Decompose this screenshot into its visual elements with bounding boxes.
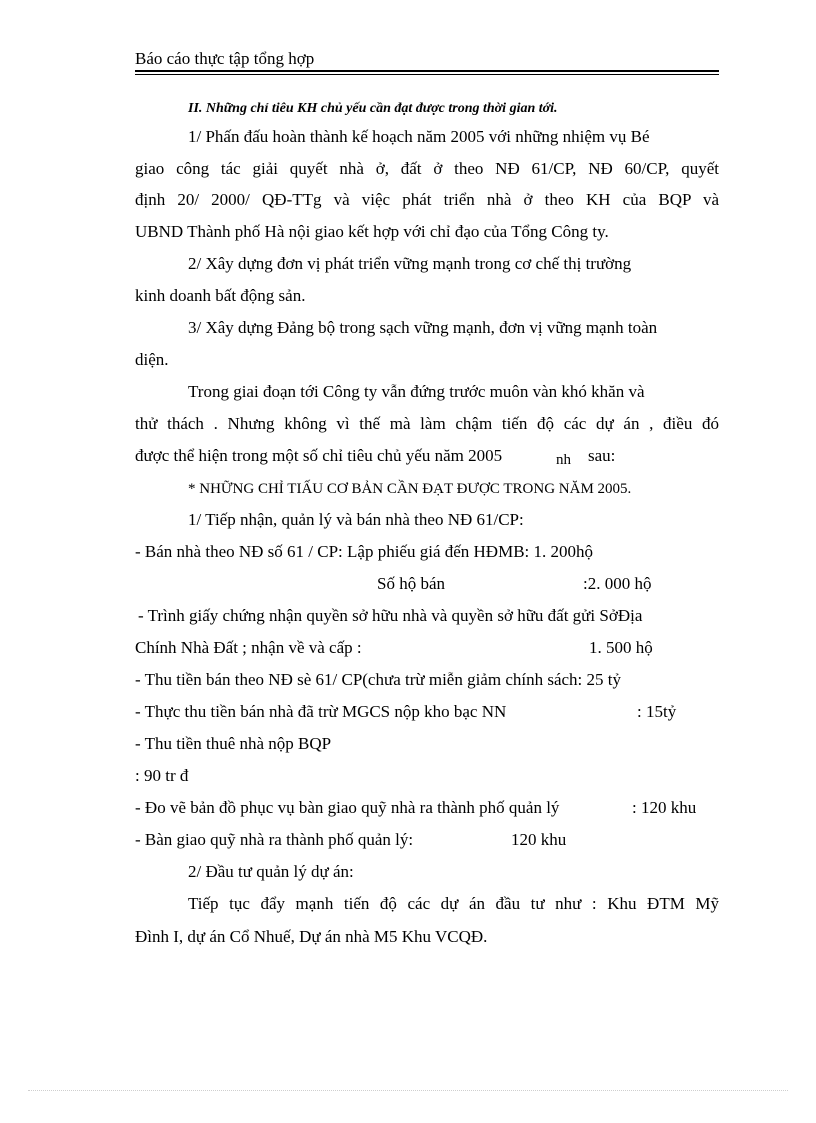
p1-line-3: định 20/ 2000/ QĐ-TTg và việc phát triển nhà ở theo KH của BQP và [135, 190, 719, 209]
bullet-sale-sub-value: :2. 000 hộ [583, 574, 652, 593]
p4-subscript: nh [556, 452, 571, 468]
p1-line-4: UBND Thành phố Hà nội giao kết hợp với chỉ đạo của Tổng Công ty. [135, 222, 609, 241]
p3-line-2: diện. [135, 350, 169, 369]
bullet-certificates-value: 1. 500 hộ [589, 638, 653, 657]
p1-line-1: 1/ Phấn đấu hoàn thành kế hoạch năm 2005 với những nhiệm vụ Bé [188, 127, 650, 146]
section-heading: II. Những chỉ tiêu KH chủ yếu cần đạt được trong thời gian tới. [188, 101, 558, 116]
page-header [135, 48, 719, 70]
bullet-actual-revenue-value: : 15tỷ [637, 702, 677, 721]
bullet-rent: - Thu tiền thuê nhà nộp BQP [135, 734, 332, 753]
p3-line-1: 3/ Xây dựng Đảng bộ trong sạch vững mạnh, đơn vị vững mạnh toàn [188, 318, 658, 337]
bullet-rent-value: : 90 tr đ [135, 766, 189, 785]
p1-line-2: giao công tác giải quyết nhà ở, đất ở theo NĐ 61/CP, NĐ 60/CP, quyết [135, 159, 719, 178]
bullet-sale: - Bán nhà theo NĐ số 61 / CP: Lập phiếu giá đến HĐMB: 1. 200hộ [135, 542, 594, 561]
item2-heading: 2/ Đầu tư quản lý dự án: [188, 862, 354, 881]
header-rule-thin [135, 74, 719, 75]
header-title: Báo cáo thực tập tổng hợp [135, 49, 315, 68]
p4-line-3-end: sau: [588, 446, 616, 465]
item1-heading: 1/ Tiếp nhận, quản lý và bán nhà theo NĐ 61/CP: [188, 510, 524, 529]
bullet-mapping-value: : 120 khu [632, 798, 697, 817]
bullet-actual-revenue-label: - Thực thu tiền bán nhà đã trừ MGCS nộp kho bạc NN [135, 702, 507, 721]
p2-line-1: 2/ Xây dựng đơn vị phát triển vững mạnh trong cơ chế thị trường [188, 254, 632, 273]
bullet-revenue: - Thu tiền bán theo NĐ sè 61/ CP(chưa trừ miễn giảm chính sách: 25 tỷ [135, 670, 621, 689]
bullet-sale-sub-label: Số hộ bán [377, 574, 445, 593]
p4-line-3: được thể hiện trong một số chỉ tiêu chủ yếu năm 2005 [135, 446, 503, 465]
bullet-certificates-line-1: - Trình giấy chứng nhận quyền sở hữu nhà và quyền sở hữu đất gửi SởĐịa [138, 606, 643, 625]
p5-line-2: Đình I, dự án Cổ Nhuế, Dự án nhà M5 Khu VCQĐ. [135, 927, 488, 946]
p2-line-2: kinh doanh bất động sản. [135, 286, 306, 305]
bullet-handover-label: - Bàn giao quỹ nhà ra thành phố quản lý: [135, 830, 414, 849]
p5-line-1: Tiếp tục đẩy mạnh tiến độ các dự án đầu tư như : Khu ĐTM Mỹ [188, 894, 719, 913]
bullet-certificates-line-2: Chính Nhà Đất ; nhận về và cấp : [135, 638, 362, 657]
bullet-handover-value: 120 khu [511, 830, 567, 849]
p4-line-2: thử thách . Nhưng không vì thế mà làm chậm tiến độ các dự án , điều đó [135, 414, 719, 433]
targets-heading: * NHỮNG CHỈ TIẤU CƠ BẢN CẦN ĐẠT ĐƯỢC TRONG NĂM 2005. [188, 481, 632, 497]
footer-divider [28, 1090, 788, 1091]
p4-line-1: Trong giai đoạn tới Công ty vẫn đứng trước muôn vàn khó khăn và [188, 382, 645, 401]
bullet-mapping-label: - Đo vẽ bản đồ phục vụ bàn giao quỹ nhà ra thành phố quản lý [135, 798, 560, 817]
header-rule-thick [135, 70, 719, 72]
